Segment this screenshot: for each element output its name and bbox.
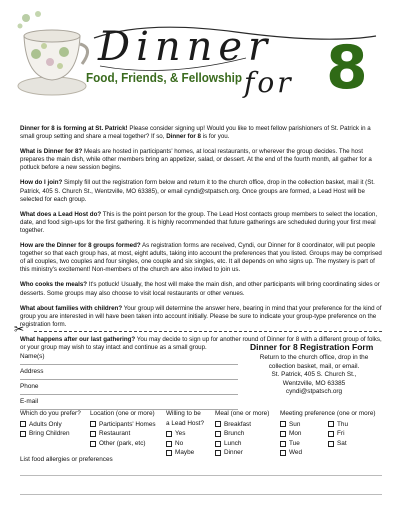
lead-host-group: Willing to be a Lead Host? Yes No Maybe	[166, 410, 205, 457]
title-eight: 8	[326, 33, 368, 103]
location-question: Location (one or more)	[90, 410, 155, 417]
participants-homes-checkbox[interactable]: Participants' Homes	[90, 420, 156, 430]
tagline: Food, Friends, & Fellowship	[86, 70, 243, 85]
faq-item: Who cooks the meals? It's potluck! Usually, the host will make the main dish, and other participants will bring coordinating sides or desserts. Some groups may also choose to visit local restaurants or other venues.	[20, 281, 380, 297]
sat-checkbox[interactable]: Sat	[328, 439, 348, 449]
thu-checkbox[interactable]: Thu	[328, 420, 348, 430]
adults-only-checkbox[interactable]: Adults Only	[20, 420, 81, 430]
host-yes-checkbox[interactable]: Yes	[166, 429, 204, 439]
sun-checkbox[interactable]: Sun	[280, 420, 302, 430]
faq-item: How do I join? Simply fill out the registration form below and return it to the church office, drop in the collection basket, mail it (St. Patrick, 405 S. Church St., Wentzville, MO 63385), or email cyndi@stpatsch.org. Once groups are formed, a Lead Host will be selected for each group.	[20, 179, 375, 203]
faq-item: What is Dinner for 8? Meals are hosted in participants' homes, at local restaurants, or wherever the group decides. The host prepares the main dish, while other members bring an appetizer, salad, or dessert. At the end of the fourth month, all gather for a potluck before a new session begins.	[20, 148, 372, 172]
teacup-image	[16, 6, 90, 98]
location-group	[90, 409, 156, 448]
host-no-checkbox[interactable]: No	[166, 439, 204, 449]
registration-instructions: Return to the church office, drop in the collection basket, mail, or email. St. Patrick, 405 S. Church St., Wentzville, MO 63385 cyndi@stpatsch.org	[259, 354, 369, 395]
email-field[interactable]: E-mail	[20, 397, 238, 410]
allergy-input-line-1[interactable]	[20, 475, 382, 476]
cut-line	[34, 331, 382, 332]
dinner-checkbox[interactable]: Dinner	[215, 448, 269, 458]
wed-checkbox[interactable]: Wed	[280, 448, 302, 458]
title-dinner: Dinner	[98, 24, 274, 70]
meeting-group	[280, 409, 376, 458]
breakfast-checkbox[interactable]: Breakfast	[215, 420, 269, 430]
registration-title: Dinner for 8 Registration Form	[250, 342, 374, 352]
faq-item: How are the Dinner for 8 groups formed? As registration forms are received, Cyndi, our Dinner for 8 coordinator, will put people together so that each group has, at most, eight adults, taking into account the preferences that you listed. Groups may be comprised of all couples, two couples and four singles, one couple and six singles, etc. It all depends on who signs up. The mystery is part of this ministry's excitement! Non-members of the church are also invited to join us.	[20, 242, 382, 274]
phone-field[interactable]: Phone	[20, 382, 238, 395]
lead-host-question: Willing to be	[166, 410, 201, 417]
tue-checkbox[interactable]: Tue	[280, 439, 302, 449]
title-for: for	[244, 66, 294, 99]
prefer-group	[20, 409, 81, 439]
address-field[interactable]: Address	[20, 367, 238, 380]
other-location-checkbox[interactable]: Other (park, etc)	[90, 439, 156, 449]
allergy-input-line-2[interactable]	[20, 494, 382, 495]
meeting-question: Meeting preference (one or more)	[280, 410, 376, 417]
intro-paragraph: Dinner for 8 is forming at St. Patrick! Please consider signing up! Would you like to meet fellow parishioners of St. Patrick in a small group setting and share a meal together? If so, Dinner for 8 is for you.	[20, 125, 371, 141]
brunch-checkbox[interactable]: Brunch	[215, 429, 269, 439]
host-maybe-checkbox[interactable]: Maybe	[166, 448, 204, 458]
name-field[interactable]: Name(s)	[20, 352, 238, 365]
mon-checkbox[interactable]: Mon	[280, 429, 302, 439]
fri-checkbox[interactable]: Fri	[328, 429, 348, 439]
faq-item: What happens after our last gathering? You may decide to sign up for another round of Dinner for 8 with a different group of folks, or your group may wish to stay intact and continue as a small group.	[20, 335, 382, 351]
intro-content	[20, 125, 382, 359]
faq-item: What about families with children? Your group will determine the answer here, bearing in mind that your preference for the kind of group you are interested in will have been taken into account initially. Please be sure to indicate your group-type preference on the registration form.	[20, 304, 382, 328]
meal-group	[215, 409, 269, 458]
prefer-question: Which do you prefer?	[20, 410, 81, 417]
allergy-label: List food allergies or preferences	[20, 456, 113, 463]
bring-children-checkbox[interactable]: Bring Children	[20, 429, 81, 439]
scissors-icon: ✂	[14, 322, 25, 336]
restaurant-checkbox[interactable]: Restaurant	[90, 429, 156, 439]
meal-question: Meal (one or more)	[215, 410, 270, 417]
faq-item: What does a Lead Host do? This is the point person for the group. The Lead Host contacts group members to select the location, date, and food sign-ups for the first gathering. It is highly recommended that future gatherings are scheduled during your first meal together.	[20, 210, 378, 234]
lunch-checkbox[interactable]: Lunch	[215, 439, 269, 449]
